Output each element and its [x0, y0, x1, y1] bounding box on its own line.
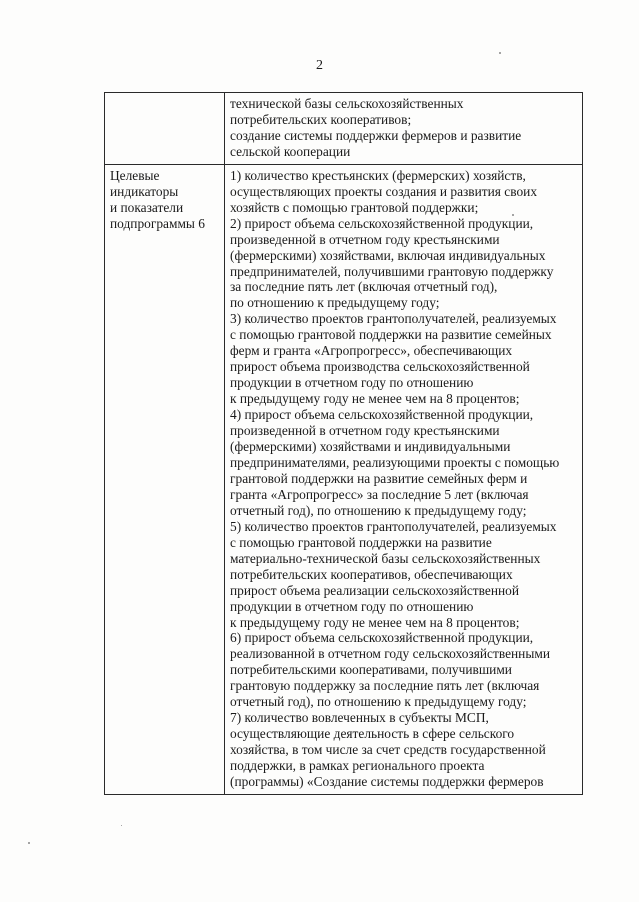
content-line: потребительских кооперативов; — [230, 111, 412, 127]
scan-speck — [512, 214, 514, 216]
content-line: материально-технической базы сельскохозяйственных — [230, 550, 541, 566]
row1-label-cell — [105, 93, 225, 165]
content-line: (фермерскими) хозяйствами и индивидуальными — [230, 439, 511, 455]
content-line: продукции в отчетном году по отношению — [230, 598, 474, 614]
content-line: потребительскими кооперативами, получившими — [230, 662, 512, 678]
content-line: отчетный год), по отношению к предыдущему году; — [230, 502, 527, 518]
content-line: реализованной в отчетном году сельскохозяйственными — [230, 646, 550, 662]
scan-speck — [28, 842, 30, 844]
page-number: 2 — [316, 58, 323, 73]
content-line: грантовую поддержку за последние пять лет (включая — [230, 678, 540, 694]
content-line: (фермерскими) хозяйствами, включая индивидуальных — [230, 247, 546, 263]
content-line: произведенной в отчетном году крестьянскими — [230, 231, 500, 247]
table-row-indicators — [105, 164, 583, 794]
content-line: осуществляющих проекты создания и развития своих — [230, 183, 538, 199]
content-line: хозяйств с помощью грантовой поддержки; — [230, 199, 479, 215]
label-line: и показатели — [110, 199, 184, 215]
content-line: к предыдущему году не менее чем на 8 процентов; — [230, 391, 520, 407]
content-line: поддержки, в рамках регионального проекта — [230, 758, 485, 774]
content-line: создание системы поддержки фермеров и развитие — [230, 127, 522, 143]
content-line: 5) количество проектов грантополучателей, реализуемых — [230, 518, 557, 534]
content-line: отчетный год), по отношению к предыдущему году; — [230, 694, 527, 710]
label-line: подпрограммы 6 — [110, 215, 205, 231]
content-line: хозяйства, в том числе за счет средств государственной — [230, 742, 546, 758]
row2-label-cell — [105, 164, 225, 794]
content-line: 7) количество вовлеченных в субъекты МСП, — [230, 710, 489, 726]
content-line: прирост объема производства сельскохозяйственной — [230, 359, 530, 375]
subprogram-passport-table — [104, 92, 583, 795]
content-line: гранта «Агропрогресс» за последние 5 лет (включая — [230, 486, 529, 502]
content-line: ферм и гранта «Агропрогресс», обеспечивающих — [230, 343, 513, 359]
content-line: прирост объема реализации сельскохозяйственной — [230, 582, 520, 598]
content-line: произведенной в отчетном году крестьянскими — [230, 423, 500, 439]
content-line: предпринимателей, получившими грантовую поддержку — [230, 263, 554, 279]
content-line: по отношению к предыдущему году; — [230, 295, 440, 311]
content-line: грантовой поддержки на развитие семейных ферм и — [230, 470, 528, 486]
content-line: за последние пять лет (включая отчетный год), — [230, 279, 498, 295]
table-row-continuation — [105, 93, 583, 165]
content-line: сельской кооперации — [230, 143, 351, 159]
content-line: к предыдущему году не менее чем на 8 процентов; — [230, 614, 520, 630]
content-line: (программы) «Создание системы поддержки фермеров — [230, 774, 544, 790]
row2-content-cell — [225, 164, 583, 794]
row1-content-cell — [225, 93, 583, 165]
content-line: осуществляющие деятельность в сфере сельского — [230, 726, 515, 742]
label-line: индикаторы — [110, 183, 179, 199]
content-line: с помощью грантовой поддержки на развитие — [230, 534, 492, 550]
content-line: 4) прирост объема сельскохозяйственной продукции, — [230, 407, 534, 423]
scan-speck — [121, 825, 122, 826]
content-line: технической базы сельскохозяйственных — [230, 96, 464, 111]
content-line: потребительских кооперативов, обеспечивающих — [230, 566, 513, 582]
content-line: предпринимателями, реализующими проекты с помощью — [230, 454, 560, 470]
scan-speck — [499, 52, 501, 54]
content-line: 2) прирост объема сельскохозяйственной продукции, — [230, 215, 534, 231]
content-line: 3) количество проектов грантополучателей, реализуемых — [230, 311, 557, 327]
content-line: продукции в отчетном году по отношению — [230, 375, 474, 391]
content-line: 6) прирост объема сельскохозяйственной продукции, — [230, 630, 534, 646]
content-line: с помощью грантовой поддержки на развитие семейных — [230, 327, 552, 343]
content-line: 1) количество крестьянских (фермерских) хозяйств, — [230, 167, 526, 183]
label-line: Целевые — [110, 167, 160, 183]
